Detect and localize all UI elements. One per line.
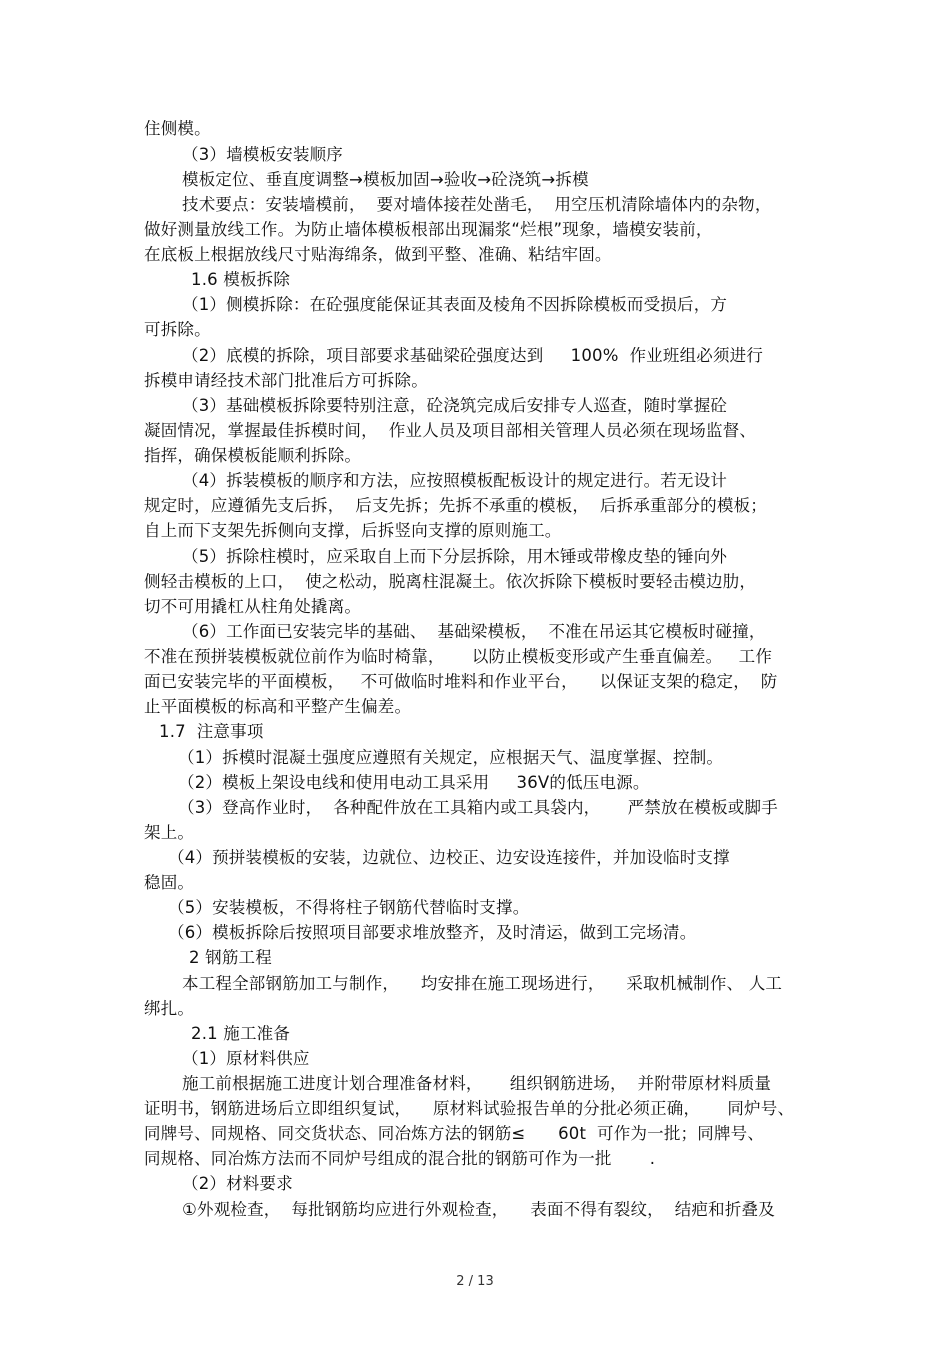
text-line: ①外观检查， 每批钢筋均应进行外观检查， 表面不得有裂纹， 结疤和折叠及 [182, 1200, 775, 1219]
text-line: （3）登高作业时， 各种配件放在工具箱内或工具袋内， 严禁放在模板或脚手 [178, 798, 778, 817]
text-line: 模板定位、垂直度调整→模板加固→验收→砼浇筑→拆模 [182, 170, 589, 189]
text-line: 面已安装完毕的平面模板， 不可做临时堆料和作业平台， 以保证支架的稳定， 防 [144, 672, 778, 691]
text-line: （2）材料要求 [182, 1174, 293, 1193]
section-heading: 1.6 模板拆除 [191, 270, 291, 289]
text-line: 施工前根据施工进度计划合理准备材料， 组织钢筋进场， 并附带原材料质量 [182, 1074, 772, 1093]
text-line: 同规格、同冶炼方法而不同炉号组成的混合批的钢筋可作为一批 . [144, 1149, 656, 1168]
text-line: 稳固。 [144, 873, 195, 892]
text-line: 同牌号、同规格、同交货状态、同冶炼方法的钢筋≤ 60t 可作为一批；同牌号、 [144, 1124, 765, 1143]
section-heading: 1.7 注意事项 [159, 722, 264, 741]
text-line: 本工程全部钢筋加工与制作， 均安排在施工现场进行， 采取机械制作、 人工 [182, 974, 783, 993]
text-line: （1）侧模拆除：在砼强度能保证其表面及棱角不因拆除模板而受损后，方 [182, 295, 728, 314]
text-line: （2）底模的拆除，项目部要求基础梁砼强度达到 100% 作业班组必须进行 [182, 346, 764, 365]
page-number: 2 / 13 [456, 1274, 494, 1289]
text-line: （1）拆模时混凝土强度应遵照有关规定，应根据天气、温度掌握、控制。 [178, 748, 724, 767]
text-line: （5）安装模板，不得将柱子钢筋代替临时支撑。 [168, 898, 530, 917]
text-line: 证明书，钢筋进场后立即组织复试， 原材料试验报告单的分批必须正确， 同炉号、 [144, 1099, 795, 1118]
text-line: （3）墙模板安装顺序 [182, 145, 343, 164]
text-line: （2）模板上架设电线和使用电动工具采用 36V的低压电源。 [178, 773, 650, 792]
text-line: 在底板上根据放线尺寸贴海绵条，做到平整、准确、粘结牢固。 [144, 245, 612, 264]
text-line: 架上。 [144, 823, 195, 842]
text-line: 可拆除。 [144, 320, 211, 339]
text-line: 绑扎。 [144, 999, 195, 1018]
text-line: （6）模板拆除后按照项目部要求堆放整齐，及时清运，做到工完场清。 [168, 923, 697, 942]
text-line: 做好测量放线工作。为防止墙体模板根部出现漏浆“烂根”现象，墙模安装前， [144, 220, 713, 239]
text-line: 住侧模。 [144, 119, 211, 138]
text-line: 不准在预拼装模板就位前作为临时椅靠， 以防止模板变形或产生垂直偏差。 工作 [144, 647, 773, 666]
text-line: 指挥，确保模板能顺利拆除。 [144, 446, 362, 465]
text-line: （4）预拼装模板的安装，边就位、边校正、边安设连接件，并加设临时支撑 [168, 848, 730, 867]
text-line: （6）工作面已安装完毕的基础、 基础梁模板， 不准在吊运其它模板时碰撞， [182, 622, 766, 641]
text-line: 止平面模板的标高和平整产生偏差。 [144, 697, 412, 716]
text-line: （3）基础模板拆除要特别注意，砼浇筑完成后安排专人巡查，随时掌握砼 [182, 396, 728, 415]
text-line: 自上而下支架先拆侧向支撑，后拆竖向支撑的原则施工。 [144, 521, 562, 540]
section-heading: 2 钢筋工程 [189, 948, 272, 967]
text-line: 侧轻击模板的上口， 使之松动，脱离柱混凝土。依次拆除下模板时要轻击模边肋， [144, 572, 757, 591]
section-heading: 2.1 施工准备 [191, 1024, 291, 1043]
text-line: （4）拆装模板的顺序和方法，应按照模板配板设计的规定进行。若无设计 [182, 471, 728, 490]
text-line: （1）原材料供应 [182, 1049, 310, 1068]
text-line: （5）拆除柱模时，应采取自上而下分层拆除，用木锤或带橡皮垫的锤向外 [182, 547, 728, 566]
text-line: 技术要点：安装墙模前， 要对墙体接茬处凿毛， 用空压机清除墙体内的杂物， [182, 195, 772, 214]
text-line: 切不可用撬杠从柱角处撬离。 [144, 597, 362, 616]
text-line: 凝固情况，掌握最佳拆模时间， 作业人员及项目部相关管理人员必须在现场监督、 [144, 421, 757, 440]
text-line: 规定时，应遵循先支后拆， 后支先拆；先拆不承重的模板， 后拆承重部分的模板； [144, 496, 767, 515]
text-line: 拆模申请经技术部门批准后方可拆除。 [144, 371, 428, 390]
